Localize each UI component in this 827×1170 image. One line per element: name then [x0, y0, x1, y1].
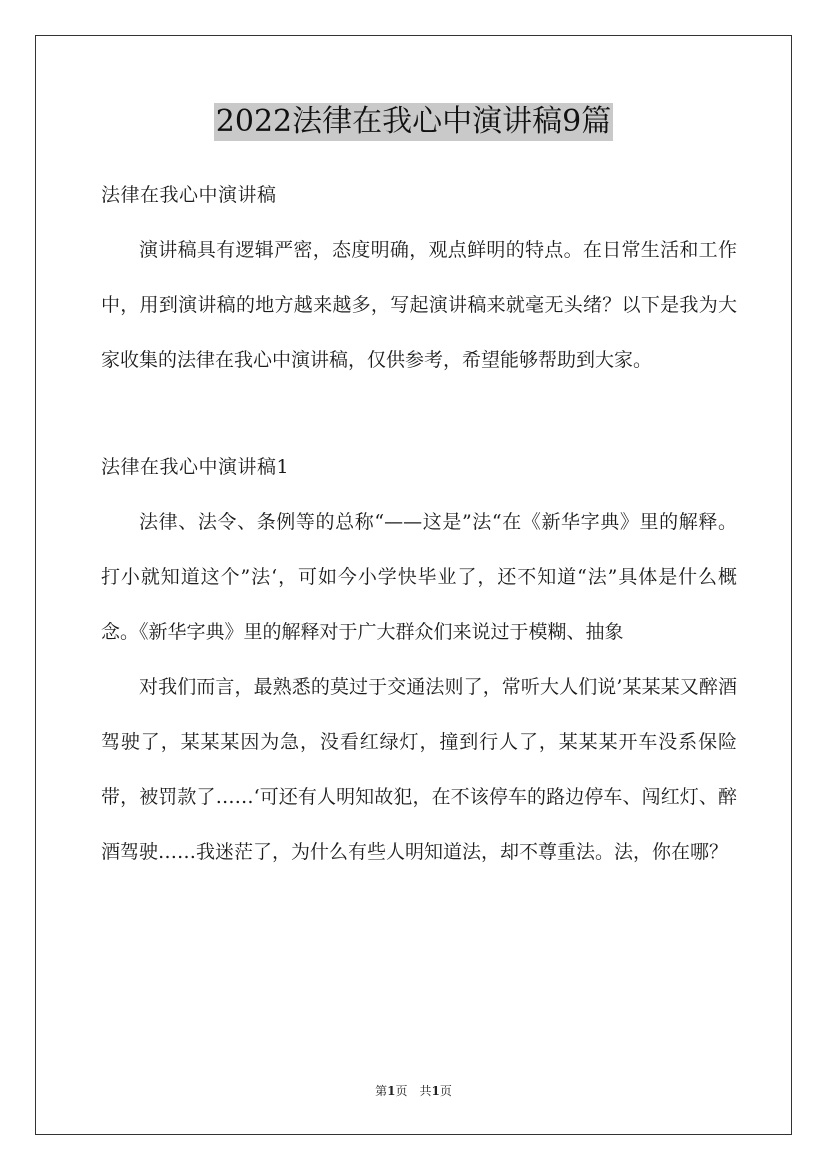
footer-suffix: 页 [439, 1084, 452, 1098]
document-title: 2022法律在我心中演讲稿9篇 [215, 104, 612, 139]
section-spacer [101, 388, 737, 440]
section-heading: 法律在我心中演讲稿1 [101, 456, 290, 478]
page-footer [0, 1083, 827, 1099]
intro-heading: 法律在我心中演讲稿 [101, 184, 277, 206]
body-paragraph: 对我们而言，最熟悉的莫过于交通法则了，常听大人们说’某某某又醉酒驾驶了，某某某因为急，没看红绿灯，撞到行人了，某某某开车没系保险带，被罚款了……‘可还有人明知故犯，在不该停车的路边停车、闯红灯、醉酒驾驶……我迷茫了，为什么有些人明知道法，却不尊重法。法，你在哪？ [101, 676, 737, 863]
footer-mid: 页 共 [395, 1084, 432, 1098]
footer-page-current: 1 [387, 1084, 396, 1098]
body-paragraph: 法律、法令、条例等的总称“——这是”法“在《新华字典》里的解释。打小就知道这个”法‘，可如今小学快毕业了，还不知道“法”具体是什么概念。《新华字典》里的解释对于广大群众们来说过于模糊、抽象 [101, 511, 737, 643]
footer-prefix: 第 [375, 1084, 388, 1098]
intro-paragraph: 演讲稿具有逻辑严密，态度明确，观点鲜明的特点。在日常生活和工作中，用到演讲稿的地方越来越多，写起演讲稿来就毫无头绪？以下是我为大家收集的法律在我心中演讲稿，仅供参考，希望能够帮助到大家。 [101, 239, 737, 371]
title-container [0, 103, 827, 141]
footer-page-total: 1 [431, 1084, 440, 1098]
document-body [101, 168, 737, 880]
